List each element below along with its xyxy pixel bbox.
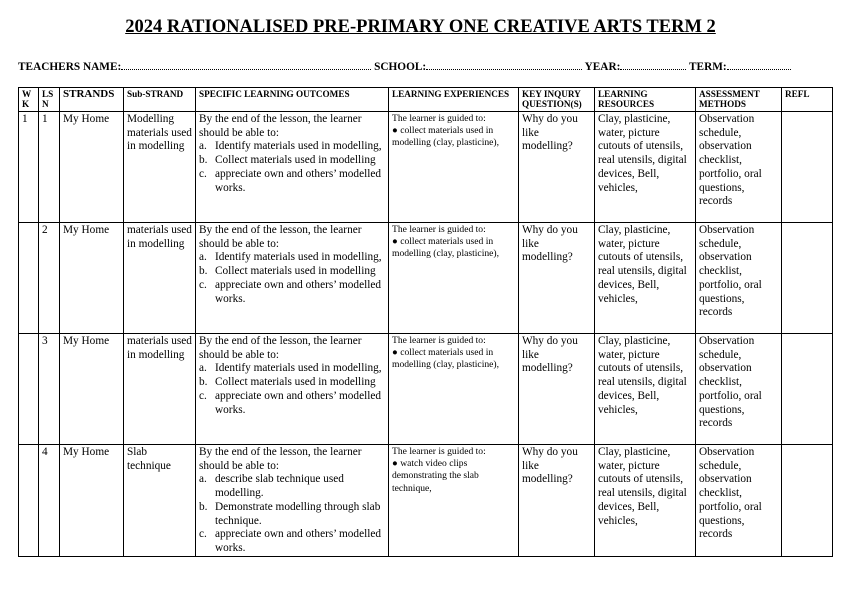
list-item (199, 251, 385, 265)
outcome-text: Collect materials used in modelling (215, 376, 376, 389)
outcome-text: Demonstrate modelling through slab technique. (215, 500, 381, 527)
table-row (19, 112, 833, 223)
outcome-list (199, 362, 385, 417)
cell-substrand: Slab technique (124, 445, 196, 557)
col-header-strands: STRANDS (60, 88, 124, 112)
outcome-text: describe slab technique used modelling. (215, 473, 344, 500)
cell-wk (19, 334, 39, 445)
outcome-text: appreciate own and others’ modelled works. (215, 167, 382, 194)
cell-inquiry: Why do you like modelling? (519, 334, 595, 445)
cell-experiences (389, 334, 519, 445)
cell-inquiry: Why do you like modelling? (519, 445, 595, 557)
header-row (19, 88, 833, 112)
list-item (199, 154, 385, 168)
school-label: SCHOOL: (374, 61, 427, 73)
table-row (19, 445, 833, 557)
term-field[interactable] (727, 59, 791, 70)
cell-slo (196, 334, 389, 445)
outcome-text: Collect materials used in modelling (215, 154, 376, 167)
cell-slo (196, 223, 389, 334)
list-marker: a. (199, 473, 207, 486)
school-field[interactable] (426, 59, 582, 70)
cell-slo (196, 112, 389, 223)
cell-resources: Clay, plasticine, water, picture cutouts of utensils, real utensils, digital devices, Bell, vehicles, (595, 334, 696, 445)
slo-intro: By the end of the lesson, the learner should be able to: (199, 335, 362, 361)
list-marker: c. (199, 528, 207, 541)
list-item (199, 140, 385, 154)
cell-experiences (389, 445, 519, 557)
table-row (19, 334, 833, 445)
list-item (199, 265, 385, 279)
cell-experiences (389, 112, 519, 223)
cell-assessment: Observation schedule, observation checklist, portfolio, oral questions, records (696, 223, 782, 334)
experience-intro: The learner is guided to: (392, 446, 486, 457)
cell-substrand: materials used in modelling (124, 334, 196, 445)
cell-resources: Clay, plasticine, water, picture cutouts of utensils, real utensils, digital devices, Bell, vehicles, (595, 223, 696, 334)
outcome-text: Collect materials used in modelling (215, 265, 376, 278)
col-header-refl: REFL (782, 88, 833, 112)
list-marker: a. (199, 251, 207, 264)
cell-strand: My Home (60, 445, 124, 557)
cell-refl[interactable] (782, 334, 833, 445)
cell-lsn: 3 (39, 334, 60, 445)
outcome-list (199, 473, 385, 555)
cell-strand: My Home (60, 334, 124, 445)
list-marker: c. (199, 167, 207, 180)
cell-assessment: Observation schedule, observation checklist, portfolio, oral questions, records (696, 334, 782, 445)
experience-item: ● collect materials used in modelling (clay, plasticine), (392, 347, 500, 371)
cell-refl[interactable] (782, 223, 833, 334)
cell-slo (196, 445, 389, 557)
list-item (199, 279, 385, 306)
cell-strand: My Home (60, 112, 124, 223)
outcome-text: appreciate own and others’ modelled works. (215, 389, 382, 416)
outcome-text: Identify materials used in modelling, (215, 140, 382, 153)
slo-intro: By the end of the lesson, the learner should be able to: (199, 446, 362, 472)
outcome-list (199, 140, 385, 195)
cell-refl[interactable] (782, 112, 833, 223)
list-marker: a. (199, 362, 207, 375)
slo-intro: By the end of the lesson, the learner should be able to: (199, 224, 362, 250)
cell-inquiry: Why do you like modelling? (519, 112, 595, 223)
cell-lsn: 1 (39, 112, 60, 223)
outcome-text: appreciate own and others’ modelled works. (215, 528, 382, 554)
list-item (199, 473, 385, 500)
header-fields (18, 59, 828, 73)
list-item (199, 390, 385, 417)
col-header-lsn: LS N (39, 88, 60, 112)
list-marker: b. (199, 265, 208, 278)
experience-item: ● collect materials used in modelling (clay, plasticine), (392, 236, 500, 260)
experience-intro: The learner is guided to: (392, 335, 486, 346)
cell-inquiry: Why do you like modelling? (519, 223, 595, 334)
cell-assessment: Observation schedule, observation checklist, portfolio, oral questions, records (696, 112, 782, 223)
table-row (19, 223, 833, 334)
col-header-wk: W K (19, 88, 39, 112)
cell-substrand: Modelling materials used in modelling (124, 112, 196, 223)
cell-resources: Clay, plasticine, water, picture cutouts of utensils, real utensils, digital devices, Bell, vehicles, (595, 445, 696, 557)
cell-substrand: materials used in modelling (124, 223, 196, 334)
year-field[interactable] (620, 59, 686, 70)
list-marker: b. (199, 500, 208, 513)
list-item (199, 528, 385, 555)
list-marker: c. (199, 389, 207, 402)
cell-refl[interactable] (782, 445, 833, 557)
teacher-name-field[interactable] (121, 59, 371, 70)
list-marker: a. (199, 140, 207, 153)
scheme-of-work-table (18, 87, 833, 557)
year-label: YEAR: (584, 61, 621, 73)
outcome-text: appreciate own and others’ modelled works. (215, 278, 382, 305)
cell-experiences (389, 223, 519, 334)
col-header-assessment: ASSESSMENT METHODS (696, 88, 782, 112)
term-label: TERM: (689, 61, 727, 73)
outcome-text: Identify materials used in modelling, (215, 362, 382, 375)
document-title: 2024 RATIONALISED PRE-PRIMARY ONE CREATIVE ARTS TERM 2 (125, 17, 716, 37)
cell-wk (19, 223, 39, 334)
list-item (199, 376, 385, 390)
col-header-substrand: Sub-STRAND (124, 88, 196, 112)
experience-intro: The learner is guided to: (392, 113, 486, 124)
col-header-resources: LEARNING RESOURCES (595, 88, 696, 112)
experience-intro: The learner is guided to: (392, 224, 486, 235)
teacher-name-label: TEACHERS NAME: (18, 61, 122, 73)
experience-item: ● collect materials used in modelling (clay, plasticine), (392, 125, 500, 149)
list-item (199, 362, 385, 376)
col-header-inquiry: KEY INQURY QUESTION(S) (519, 88, 595, 112)
cell-lsn: 4 (39, 445, 60, 557)
cell-wk: 1 (19, 112, 39, 223)
col-header-slo: SPECIFIC LEARNING OUTCOMES (196, 88, 389, 112)
cell-lsn: 2 (39, 223, 60, 334)
list-marker: b. (199, 154, 208, 167)
list-marker: b. (199, 376, 208, 389)
list-marker: c. (199, 278, 207, 291)
cell-strand: My Home (60, 223, 124, 334)
cell-assessment: Observation schedule, observation checklist, portfolio, oral questions, records (696, 445, 782, 557)
slo-intro: By the end of the lesson, the learner should be able to: (199, 113, 362, 139)
list-item (199, 168, 385, 195)
col-header-experiences: LEARNING EXPERIENCES (389, 88, 519, 112)
outcome-text: Identify materials used in modelling, (215, 251, 382, 264)
cell-wk (19, 445, 39, 557)
outcome-list (199, 251, 385, 306)
list-item (199, 501, 385, 528)
cell-resources: Clay, plasticine, water, picture cutouts of utensils, real utensils, digital devices, Bell, vehicles, (595, 112, 696, 223)
experience-item: ● watch video clips demonstrating the slab technique, (392, 458, 479, 494)
